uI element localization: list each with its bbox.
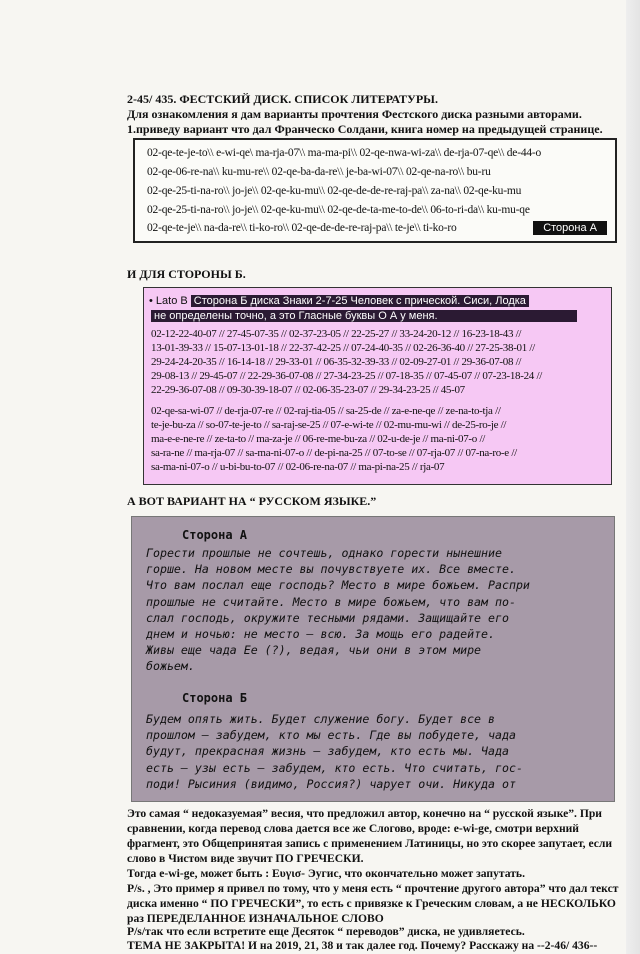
side-b-subtitle: не определены точно, а это Гласные буквы О А у меня. bbox=[151, 310, 577, 322]
side-a-row: 02-qe-06-re-na\\ ku-mu-re\\ 02-qe-ba-da-re\\ je-ba-wi-07\\ 02-qe-na-ro\\ bu-ru bbox=[147, 166, 491, 178]
text-line: будут, прекрасная жизнь — забудем, кто есть мы. Чада bbox=[146, 744, 509, 759]
side-a-translation-text bbox=[146, 545, 606, 675]
side-b-row: ma-e-e-ne-re // ze-ta-to // ma-za-je // 06-re-me-bu-za // 02-u-de-je // ma-ni-07-o // bbox=[151, 433, 485, 445]
side-a-translation-title: Сторона А bbox=[182, 528, 248, 542]
side-b-row: te-je-bu-za // so-07-te-je-to // sa-raj-se-25 // 07-e-wi-te // 02-mu-mu-wi // de-25-ro-je // bbox=[151, 419, 507, 431]
lato-label: • Lato B bbox=[149, 295, 188, 307]
text-line: божьем. bbox=[146, 659, 195, 674]
side-a-row: 02-qe-te-je\\ na-da-re\\ ti-ko-ro\\ 02-qe-de-de-re-raj-pa\\ te-je\\ ti-ko-ro bbox=[147, 222, 457, 234]
side-b-row: 22-29-36-07-08 // 09-30-39-18-07 // 02-06-35-23-07 // 29-34-23-25 // 45-07 bbox=[151, 384, 465, 396]
text-line: прошлые не считайте. Место в мире божьем, что вам по- bbox=[146, 594, 516, 609]
text-line: горше. На новом месте вы почувствуете их. Все вместе. bbox=[146, 562, 516, 577]
side-b-translation-title: Сторона Б bbox=[182, 691, 248, 705]
footer-paragraph: P/s. , Это пример я привел по тому, что у меня есть “ прочтение другого автора” что дал текст диска именно “ ПО ГРЕЧЕСКИ”, то есть с привязке к Греческим словам, а не НЕСКОЛЬКО раз ПЕРЕДЕЛАННОЕ ИЗНАЧАЛЬНОЕ СЛОВО bbox=[127, 882, 619, 925]
intro-line-2: 1.приведу вариант что дал Франческо Солдани, книга номер на предыдущей странице. bbox=[127, 122, 603, 136]
text-line: есть — узы есть — забудем, кто есть. Что считать, гос- bbox=[146, 760, 523, 775]
page-title: 2-45/ 435. ФЕСТСКИЙ ДИСК. СПИСОК ЛИТЕРАТУРЫ. bbox=[127, 92, 438, 106]
footer-line: Тогда e-wi-ge, может быть : Ευγισ- Эугис, что окончательно может запутать. bbox=[127, 867, 525, 880]
side-b-box bbox=[143, 287, 612, 485]
russian-heading: А ВОТ ВАРИАНТ НА “ РУССКОМ ЯЗЫКЕ.” bbox=[127, 494, 377, 508]
side-b-translation-text bbox=[146, 711, 606, 792]
side-b-header bbox=[149, 295, 529, 307]
text-line: прошлом — забудем, кто мы есть. Где вы побудете, чада bbox=[146, 728, 516, 743]
text-line: днем и ночью: не место — всю. За мощь его радейте. bbox=[146, 627, 496, 642]
side-b-row: 02-qe-sa-wi-07 // de-rja-07-re // 02-raj-tia-05 // sa-25-de // za-e-ne-qe // ze-na-to-tja // bbox=[151, 405, 501, 417]
text-line: Живы еще чада Ее (?), ведая, чьи они в этом мире bbox=[146, 643, 482, 658]
side-b-row: sa-ma-ni-07-o // u-bi-bu-to-07 // 02-06-re-na-07 // ma-pi-na-25 // rja-07 bbox=[151, 461, 445, 473]
side-b-heading: И ДЛЯ СТОРОНЫ Б. bbox=[127, 267, 246, 281]
footer-closing: ТЕМА НЕ ЗАКРЫТА! И на 2019, 21, 38 и так далее год. Почему? Расскажу на --2-46/ 436-- bbox=[127, 939, 598, 952]
footer-paragraph: Это самая “ недоказуемая” весия, что предложил автор, конечно на “ русской языке”. При сравнении, когда перевод слова дается все же Слогово, вроде: e-wi-ge, смотри верхний фрагмент, это Общепринятая запись с применением Латиницы, но это скорее запутает, если слово в Чистом виде звучит ПО ГРЕЧЕСКИ. bbox=[127, 807, 613, 865]
text-line: Будем опять жить. Будет служение богу. Будет все в bbox=[146, 712, 496, 726]
side-b-row: 02-12-22-40-07 // 27-45-07-35 // 02-37-23-05 // 22-25-27 // 33-24-20-12 // 16-23-18-43 // bbox=[151, 328, 522, 340]
side-b-row: sa-ra-ne // ma-rja-07 // sa-ma-ni-07-o // de-pi-na-25 // 07-to-se // 07-rja-07 // 07-na-ro-e // bbox=[151, 447, 517, 459]
side-a-label: Сторона А bbox=[533, 221, 607, 235]
side-a-row: 02-qe-25-ti-na-ro\\ jo-je\\ 02-qe-ku-mu\\ 02-qe-de-ta-me-to-de\\ 06-to-ri-da\\ ku-mu-qe bbox=[147, 204, 530, 216]
side-b-row: 13-01-39-33 // 15-07-13-01-18 // 22-37-42-25 // 07-24-40-35 // 02-26-36-40 // 27-25-38-01 // bbox=[151, 342, 535, 354]
side-a-row: 02-qe-te-je-to\\ e-wi-qe\ ma-rja-07\\ ma-ma-pi\\ 02-qe-nwa-wi-za\\ de-rja-07-qe\\ de-44-o bbox=[147, 147, 542, 159]
side-b-row: 29-08-13 // 29-45-07 // 22-29-36-07-08 // 27-34-23-25 // 07-18-35 // 07-45-07 // 07-23-18-24 // bbox=[151, 370, 542, 382]
side-a-box bbox=[133, 138, 617, 243]
russian-translation-box bbox=[131, 516, 615, 802]
footer-line: P/s/так что если встретите еще Десяток “ переводов” диска, не удивляетесь. bbox=[127, 925, 525, 938]
intro-line: Для ознакомления я дам варианты прочтения Фестского диска разными авторами. bbox=[127, 107, 582, 121]
text-line: Что вам послал еще господь? Место в мире божьем. Распри bbox=[146, 578, 530, 593]
text-line: слал господь, окружите тесными рядами. Защищайте его bbox=[146, 610, 509, 625]
text-line: поди! Рысиния (видимо, Россия?) чарует очи. Никуда от bbox=[146, 776, 516, 791]
side-b-row: 29-24-24-20-35 // 16-14-18 // 29-33-01 // 06-35-32-39-33 // 02-09-27-01 // 29-36-07-08 // bbox=[151, 356, 522, 368]
text-line: Горести прошлые не сочтешь, однако горести нынешние bbox=[146, 546, 502, 560]
side-b-title: Сторона Б диска Знаки 2-7-25 Человек с прической. Сиси, Лодка bbox=[191, 295, 529, 307]
side-a-row: 02-qe-25-ti-na-ro\\ jo-je\\ 02-qe-ku-mu\\ 02-qe-de-de-re-raj-pa\\ za-na\\ 02-qe-ku-mu bbox=[147, 185, 522, 197]
